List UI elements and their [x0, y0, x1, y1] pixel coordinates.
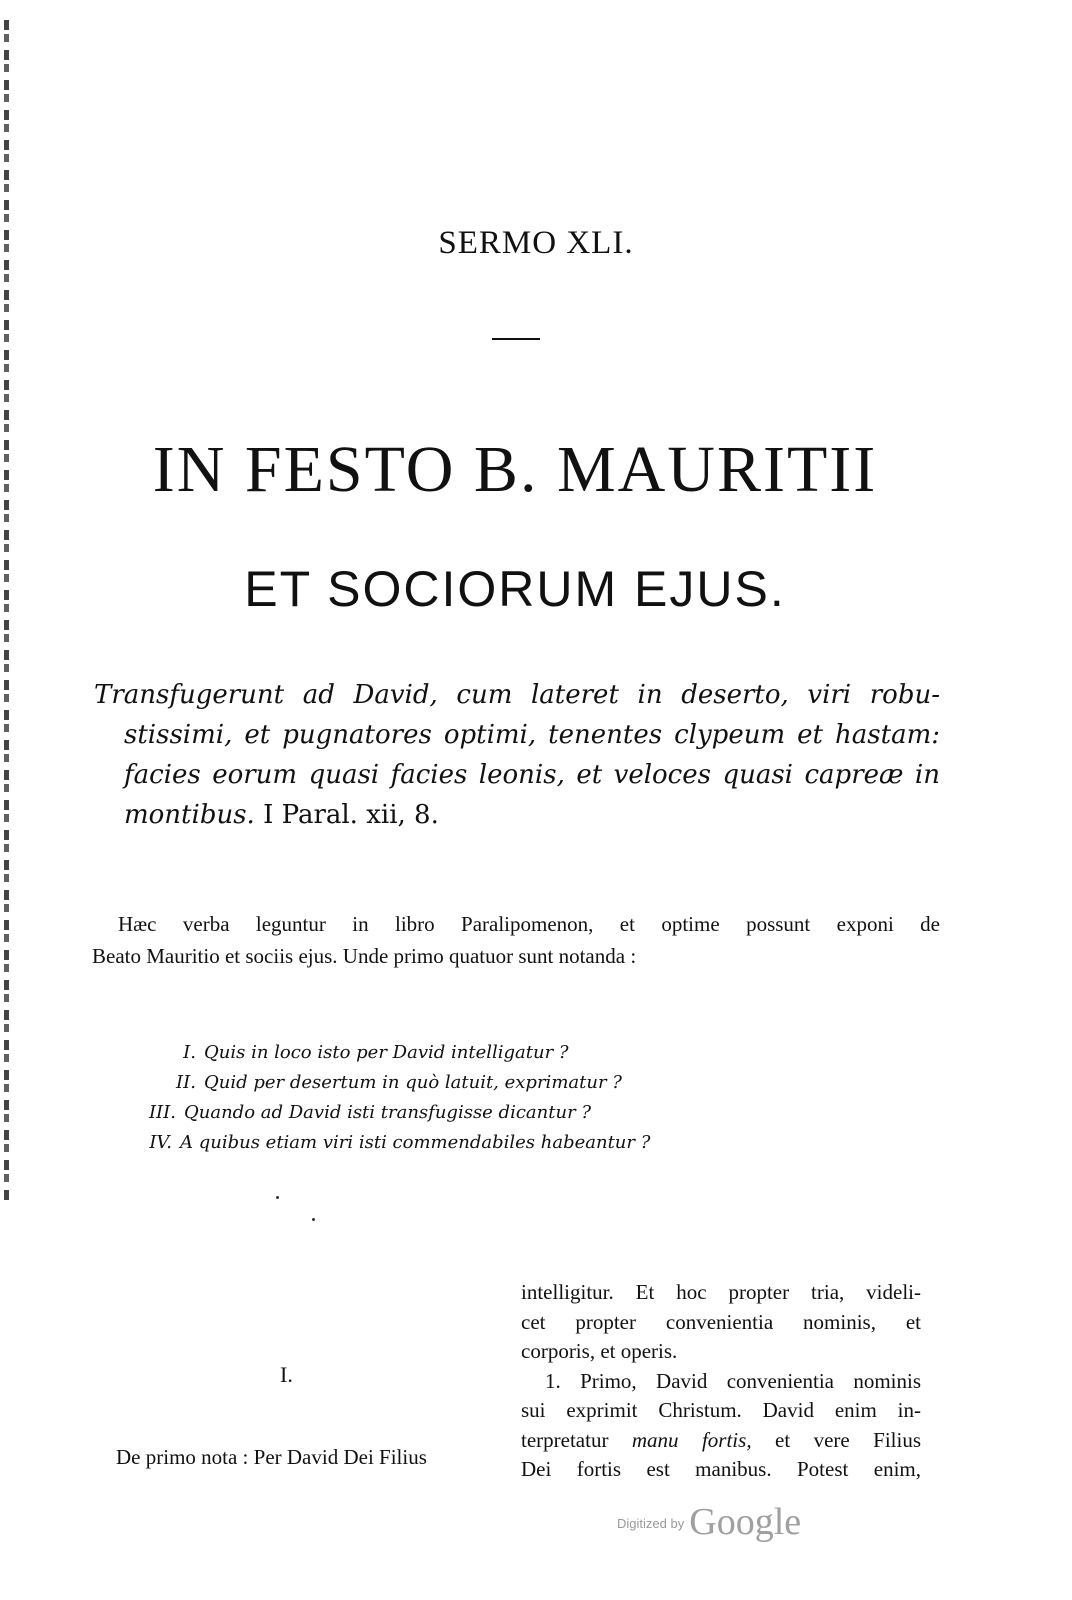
- column-line-end: et vere Filius: [751, 1427, 921, 1452]
- question-item: [134, 1098, 591, 1128]
- column-line: sui exprimit Christum. David enim in-: [521, 1398, 921, 1422]
- question-text: Quid per desertum in quò latuit, exprimatur ?: [204, 1072, 622, 1093]
- column-line-italic: manu fortis,: [631, 1427, 752, 1452]
- question-item: [154, 1068, 622, 1098]
- section-left-text: De primo nota : Per David Dei Filius: [116, 1445, 427, 1469]
- column-line-start: terpretatur: [521, 1427, 632, 1452]
- question-number: III.: [148, 1102, 176, 1123]
- epigraph-line: Transfugerunt ad David, cum lateret in deserto, viri robu-: [94, 680, 940, 710]
- question-number: IV.: [149, 1132, 172, 1153]
- column-line: [521, 1426, 921, 1456]
- intro-line: Hæc verba leguntur in libro Paralipomenon, et optime possunt exponi de: [118, 912, 940, 936]
- section-number: I.: [280, 1362, 293, 1387]
- question-text: A quibus etiam viri isti commendabiles habeantur ?: [180, 1132, 651, 1153]
- column-line: Dei fortis est manibus. Potest enim,: [521, 1457, 921, 1481]
- column-line: 1. Primo, David convenientia nominis: [545, 1368, 921, 1393]
- print-speck: [312, 1218, 315, 1221]
- question-text: Quis in loco isto per David intelligatur ?: [204, 1042, 569, 1063]
- intro-line: Beato Mauritio et sociis ejus. Unde primo quatuor sunt notanda :: [92, 944, 637, 968]
- divider-rule: [492, 338, 540, 340]
- intro-paragraph: [92, 908, 940, 972]
- question-item: [154, 1038, 569, 1068]
- digitized-label: Digitized by: [617, 1516, 685, 1531]
- epigraph-line: [94, 795, 940, 835]
- right-column-text: [521, 1278, 921, 1485]
- epigraph-last-word: montibus.: [124, 800, 255, 830]
- page-title: IN FESTO B. MAURITII: [152, 433, 878, 506]
- sermon-number: SERMO XLI.: [438, 225, 634, 261]
- question-item: [130, 1128, 650, 1158]
- epigraph-line: facies eorum quasi facies leonis, et veloces quasi capreæ in: [124, 760, 940, 790]
- column-line: corporis, et operis.: [521, 1339, 678, 1363]
- column-line: intelligitur. Et hoc propter tria, videli-: [521, 1280, 921, 1304]
- print-speck: [276, 1196, 279, 1199]
- epigraph-line: stissimi, et pugnatores optimi, tenentes clypeum et hastam:: [124, 720, 940, 750]
- page-subtitle: ET SOCIORUM EJUS.: [244, 561, 786, 617]
- column-line: cet propter convenientia nominis, et: [521, 1309, 921, 1334]
- question-number: II.: [176, 1072, 196, 1093]
- question-text: Quando ad David isti transfugisse dicantur ?: [184, 1102, 592, 1123]
- question-number: I.: [183, 1042, 196, 1063]
- digitized-watermark: [617, 1500, 801, 1544]
- google-logo: Google: [689, 1501, 802, 1543]
- epigraph: [94, 675, 940, 835]
- scripture-reference: I Paral. xii, 8.: [254, 800, 439, 830]
